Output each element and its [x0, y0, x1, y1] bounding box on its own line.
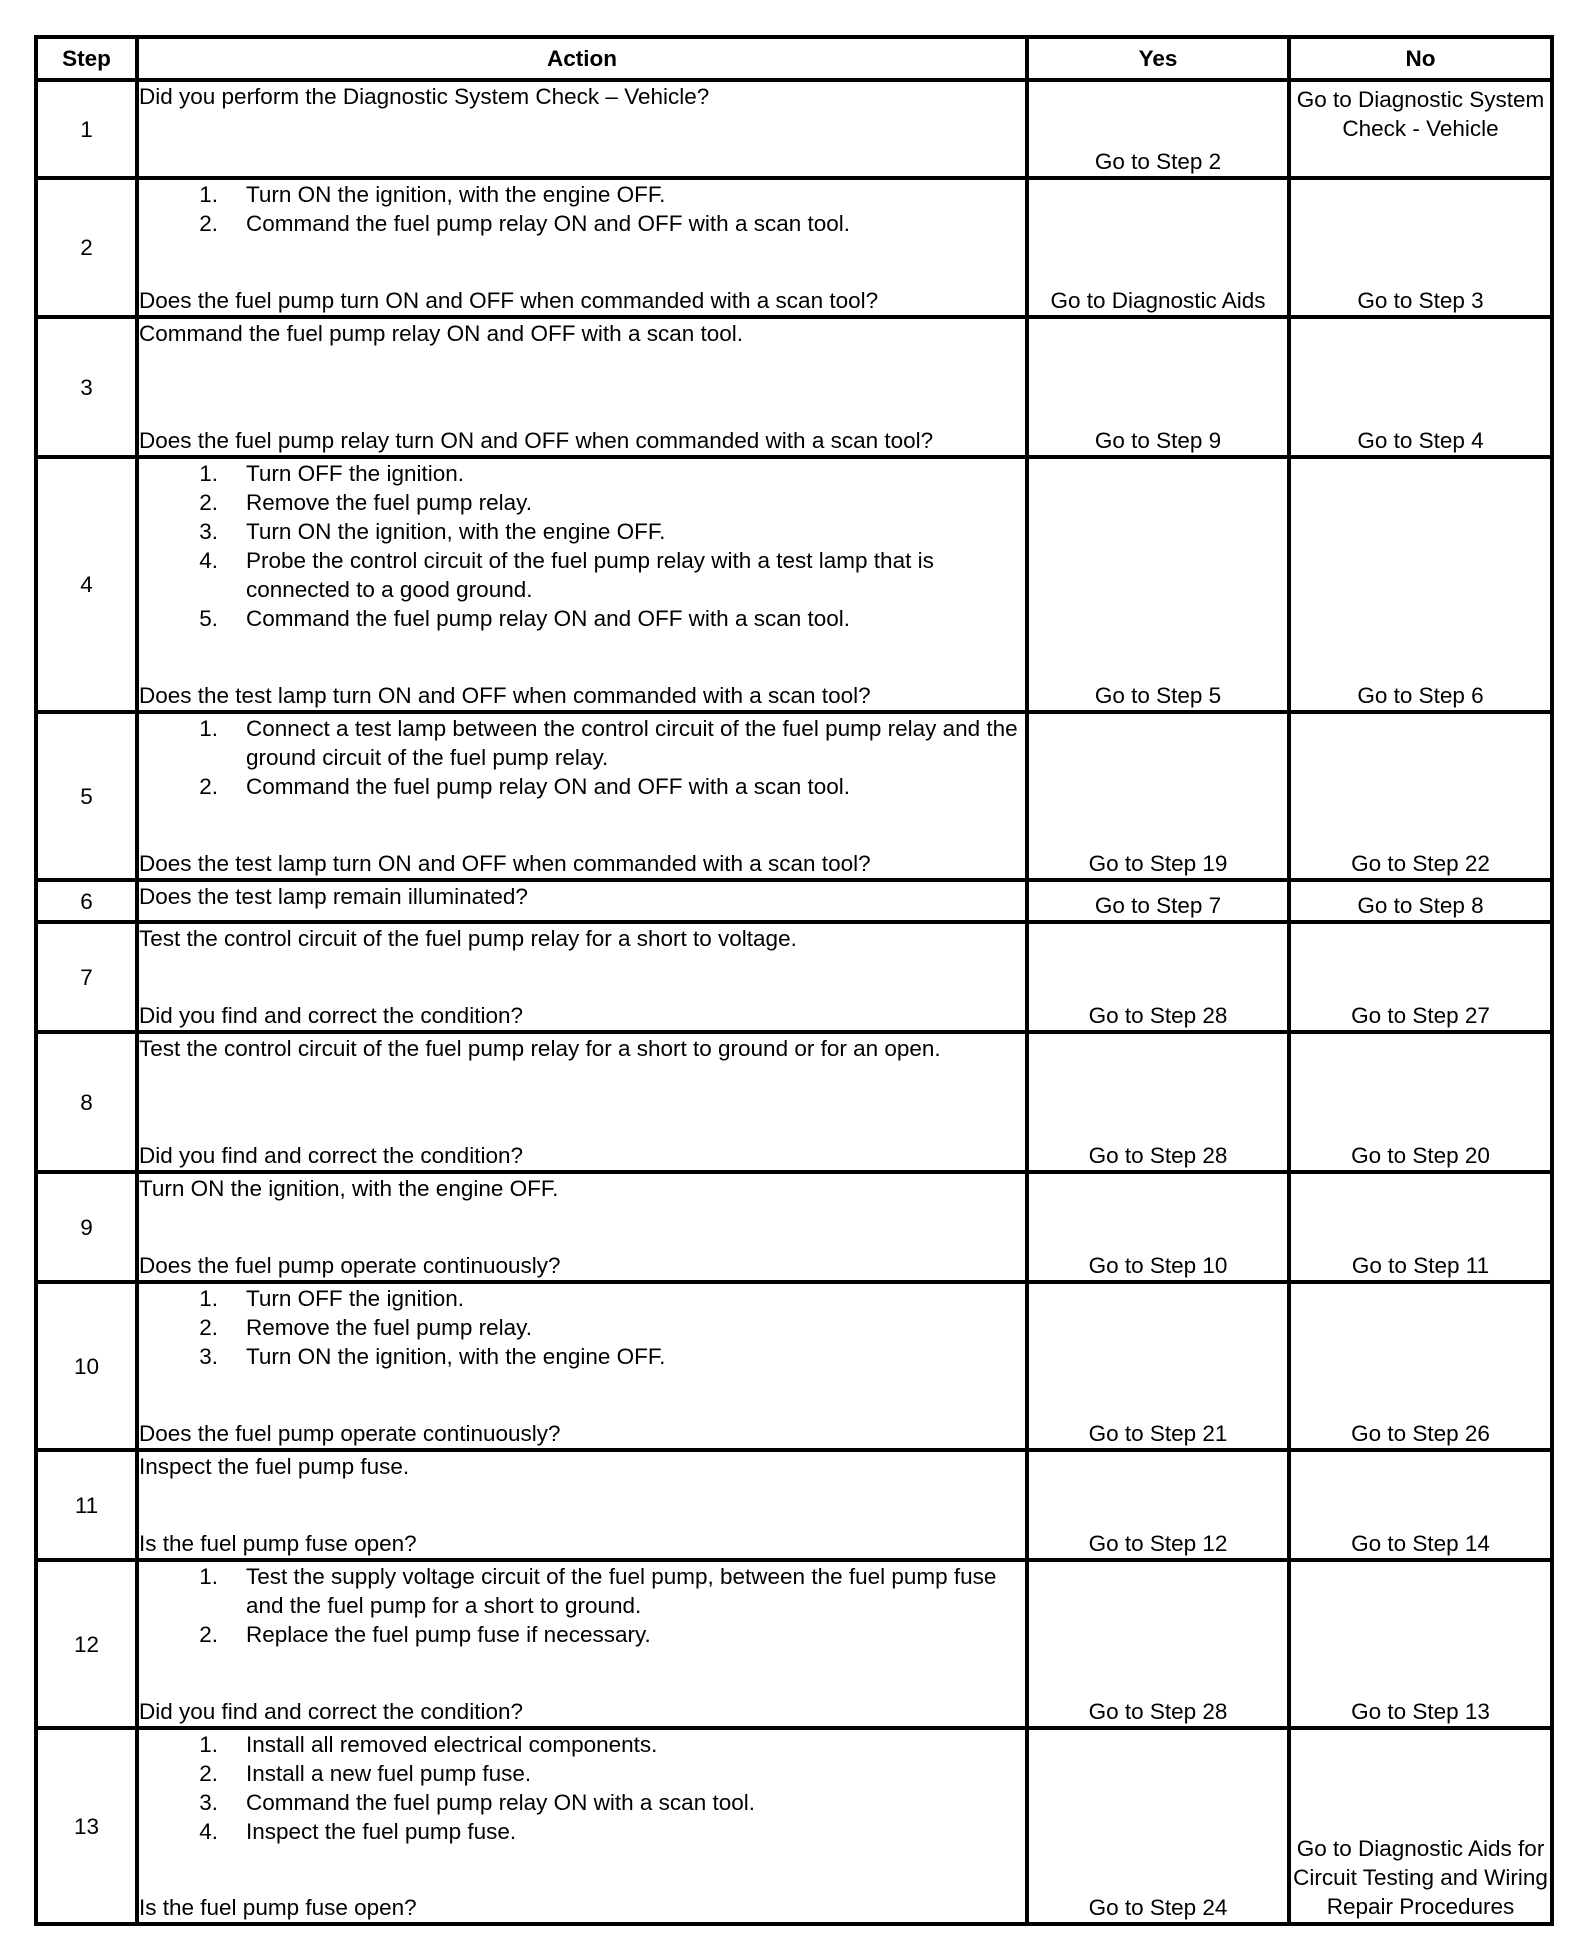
no-outcome: Go to Step 22 — [1289, 712, 1552, 880]
table-row — [36, 712, 1552, 880]
action-question: Did you perform the Diagnostic System Check – Vehicle? — [139, 84, 710, 109]
list-item-text: Install all removed electrical components. — [246, 1732, 658, 1757]
action-steps-list — [139, 180, 1025, 238]
yes-outcome: Go to Step 7 — [1027, 880, 1289, 922]
yes-outcome: Go to Step 10 — [1027, 1172, 1289, 1282]
no-outcome: Go to Step 27 — [1289, 922, 1552, 1032]
action-cell — [137, 712, 1027, 880]
list-item: 1. Turn OFF the ignition. — [139, 459, 1025, 488]
header-yes: Yes — [1027, 37, 1289, 80]
diagnostic-table — [34, 35, 1554, 1926]
table-row — [36, 922, 1552, 1032]
action-cell — [137, 1560, 1027, 1728]
table-row — [36, 178, 1552, 317]
action-steps-list — [139, 459, 1025, 633]
action-question: Does the test lamp turn ON and OFF when commanded with a scan tool? — [139, 851, 871, 876]
action-question: Did you find and correct the condition? — [139, 1143, 523, 1168]
header-action: Action — [137, 37, 1027, 80]
list-item-text: Command the fuel pump relay ON and OFF with a scan tool. — [246, 606, 851, 631]
list-item-text: Test the supply voltage circuit of the fuel pump, between the fuel pump fuse and the fuel pump for a short to ground. — [246, 1564, 997, 1618]
list-item-text: Inspect the fuel pump fuse. — [246, 1819, 517, 1844]
list-item: 3. Turn ON the ignition, with the engine OFF. — [139, 1342, 1025, 1371]
list-item-text: Replace the fuel pump fuse if necessary. — [246, 1622, 651, 1647]
no-outcome: Go to Step 3 — [1289, 178, 1552, 317]
list-item-text: Turn ON the ignition, with the engine OFF. — [246, 519, 666, 544]
yes-outcome: Go to Step 9 — [1027, 317, 1289, 457]
list-item: 4. Probe the control circuit of the fuel pump relay with a test lamp that is connected to a good ground. — [139, 546, 1025, 604]
list-item: 1. Turn ON the ignition, with the engine OFF. — [139, 180, 1025, 209]
step-number: 11 — [36, 1450, 137, 1560]
action-cell — [137, 317, 1027, 457]
list-item-text: Command the fuel pump relay ON and OFF with a scan tool. — [246, 211, 851, 236]
list-item-text: Connect a test lamp between the control circuit of the fuel pump relay and the ground circuit of the fuel pump relay. — [246, 716, 1018, 770]
no-outcome: Go to Diagnostic Aids for Circuit Testing and Wiring Repair Procedures — [1289, 1728, 1552, 1924]
list-item-text: Turn OFF the ignition. — [246, 461, 465, 486]
list-item: 1. Connect a test lamp between the control circuit of the fuel pump relay and the ground circuit of the fuel pump relay. — [139, 714, 1025, 772]
action-cell — [137, 457, 1027, 712]
list-item-text: Turn OFF the ignition. — [246, 1286, 465, 1311]
list-item-text: Turn ON the ignition, with the engine OFF. — [246, 1344, 666, 1369]
action-question: Does the test lamp remain illuminated? — [139, 884, 528, 909]
step-number: 12 — [36, 1560, 137, 1728]
header-row — [36, 37, 1552, 80]
list-item: 1. Turn OFF the ignition. — [139, 1284, 1025, 1313]
no-outcome: Go to Step 13 — [1289, 1560, 1552, 1728]
step-number: 5 — [36, 712, 137, 880]
no-outcome: Go to Step 11 — [1289, 1172, 1552, 1282]
action-question: Did you find and correct the condition? — [139, 1699, 523, 1724]
yes-outcome: Go to Step 12 — [1027, 1450, 1289, 1560]
step-number: 9 — [36, 1172, 137, 1282]
yes-outcome: Go to Step 21 — [1027, 1282, 1289, 1450]
action-question: Does the fuel pump relay turn ON and OFF when commanded with a scan tool? — [139, 428, 934, 453]
step-number: 1 — [36, 80, 137, 178]
list-item: 1. Install all removed electrical components. — [139, 1730, 1025, 1759]
table-row — [36, 1282, 1552, 1450]
list-item-text: Command the fuel pump relay ON with a scan tool. — [246, 1790, 755, 1815]
list-item-text: Command the fuel pump relay ON and OFF with a scan tool. — [246, 774, 851, 799]
no-outcome: Go to Step 8 — [1289, 880, 1552, 922]
step-number: 7 — [36, 922, 137, 1032]
step-number: 4 — [36, 457, 137, 712]
action-cell — [137, 1032, 1027, 1172]
action-question: Does the fuel pump operate continuously? — [139, 1421, 561, 1446]
list-item-text: Remove the fuel pump relay. — [246, 490, 532, 515]
action-instruction: Inspect the fuel pump fuse. — [139, 1454, 410, 1479]
yes-outcome: Go to Step 28 — [1027, 922, 1289, 1032]
table-row — [36, 880, 1552, 922]
list-item: 2. Install a new fuel pump fuse. — [139, 1759, 1025, 1788]
action-question: Does the test lamp turn ON and OFF when commanded with a scan tool? — [139, 683, 871, 708]
action-cell — [137, 178, 1027, 317]
action-instruction: Test the control circuit of the fuel pump relay for a short to ground or for an open. — [139, 1036, 941, 1061]
action-cell — [137, 80, 1027, 178]
action-instruction: Turn ON the ignition, with the engine OFF. — [139, 1176, 559, 1201]
step-number: 10 — [36, 1282, 137, 1450]
yes-outcome: Go to Step 28 — [1027, 1032, 1289, 1172]
table-row — [36, 1450, 1552, 1560]
list-item: 5. Command the fuel pump relay ON and OFF with a scan tool. — [139, 604, 1025, 633]
step-number: 8 — [36, 1032, 137, 1172]
action-steps-list — [139, 714, 1025, 801]
action-cell — [137, 1172, 1027, 1282]
list-item-text: Remove the fuel pump relay. — [246, 1315, 532, 1340]
list-item: 2. Remove the fuel pump relay. — [139, 1313, 1025, 1342]
action-steps-list — [139, 1284, 1025, 1371]
no-outcome: Go to Step 14 — [1289, 1450, 1552, 1560]
action-cell — [137, 880, 1027, 922]
yes-outcome: Go to Step 5 — [1027, 457, 1289, 712]
table-row — [36, 1728, 1552, 1924]
header-step: Step — [36, 37, 137, 80]
step-number: 13 — [36, 1728, 137, 1924]
list-item: 3. Command the fuel pump relay ON with a scan tool. — [139, 1788, 1025, 1817]
no-outcome: Go to Step 20 — [1289, 1032, 1552, 1172]
list-item-text: Turn ON the ignition, with the engine OFF. — [246, 182, 666, 207]
yes-outcome: Go to Step 24 — [1027, 1728, 1289, 1924]
no-outcome: Go to Step 4 — [1289, 317, 1552, 457]
no-outcome: Go to Step 26 — [1289, 1282, 1552, 1450]
list-item: 2. Command the fuel pump relay ON and OFF with a scan tool. — [139, 772, 1025, 801]
list-item: 2. Remove the fuel pump relay. — [139, 488, 1025, 517]
list-item: 3. Turn ON the ignition, with the engine OFF. — [139, 517, 1025, 546]
list-item: 1. Test the supply voltage circuit of the fuel pump, between the fuel pump fuse and the fuel pump for a short to ground. — [139, 1562, 1025, 1620]
table-row — [36, 1560, 1552, 1728]
table-row — [36, 457, 1552, 712]
no-outcome: Go to Diagnostic System Check - Vehicle — [1289, 80, 1552, 178]
step-number: 3 — [36, 317, 137, 457]
table-row — [36, 317, 1552, 457]
action-cell — [137, 1282, 1027, 1450]
list-item: 2. Command the fuel pump relay ON and OFF with a scan tool. — [139, 209, 1025, 238]
action-cell — [137, 922, 1027, 1032]
yes-outcome: Go to Diagnostic Aids — [1027, 178, 1289, 317]
table-row — [36, 80, 1552, 178]
no-outcome: Go to Step 6 — [1289, 457, 1552, 712]
action-question: Did you find and correct the condition? — [139, 1003, 523, 1028]
header-no: No — [1289, 37, 1552, 80]
action-steps-list — [139, 1562, 1025, 1649]
list-item-text: Probe the control circuit of the fuel pump relay with a test lamp that is connected to a good ground. — [246, 548, 934, 602]
yes-outcome: Go to Step 28 — [1027, 1560, 1289, 1728]
table-row — [36, 1172, 1552, 1282]
action-question: Does the fuel pump turn ON and OFF when commanded with a scan tool? — [139, 288, 879, 313]
yes-outcome: Go to Step 19 — [1027, 712, 1289, 880]
table-row — [36, 1032, 1552, 1172]
action-cell — [137, 1728, 1027, 1924]
action-question: Does the fuel pump operate continuously? — [139, 1253, 561, 1278]
yes-outcome: Go to Step 2 — [1027, 80, 1289, 178]
action-question: Is the fuel pump fuse open? — [139, 1895, 417, 1920]
action-question: Is the fuel pump fuse open? — [139, 1531, 417, 1556]
step-number: 6 — [36, 880, 137, 922]
list-item-text: Install a new fuel pump fuse. — [246, 1761, 532, 1786]
action-steps-list — [139, 1730, 1025, 1846]
list-item: 2. Replace the fuel pump fuse if necessary. — [139, 1620, 1025, 1649]
action-cell — [137, 1450, 1027, 1560]
step-number: 2 — [36, 178, 137, 317]
list-item: 4. Inspect the fuel pump fuse. — [139, 1817, 1025, 1846]
action-instruction: Command the fuel pump relay ON and OFF with a scan tool. — [139, 321, 744, 346]
action-instruction: Test the control circuit of the fuel pump relay for a short to voltage. — [139, 926, 797, 951]
